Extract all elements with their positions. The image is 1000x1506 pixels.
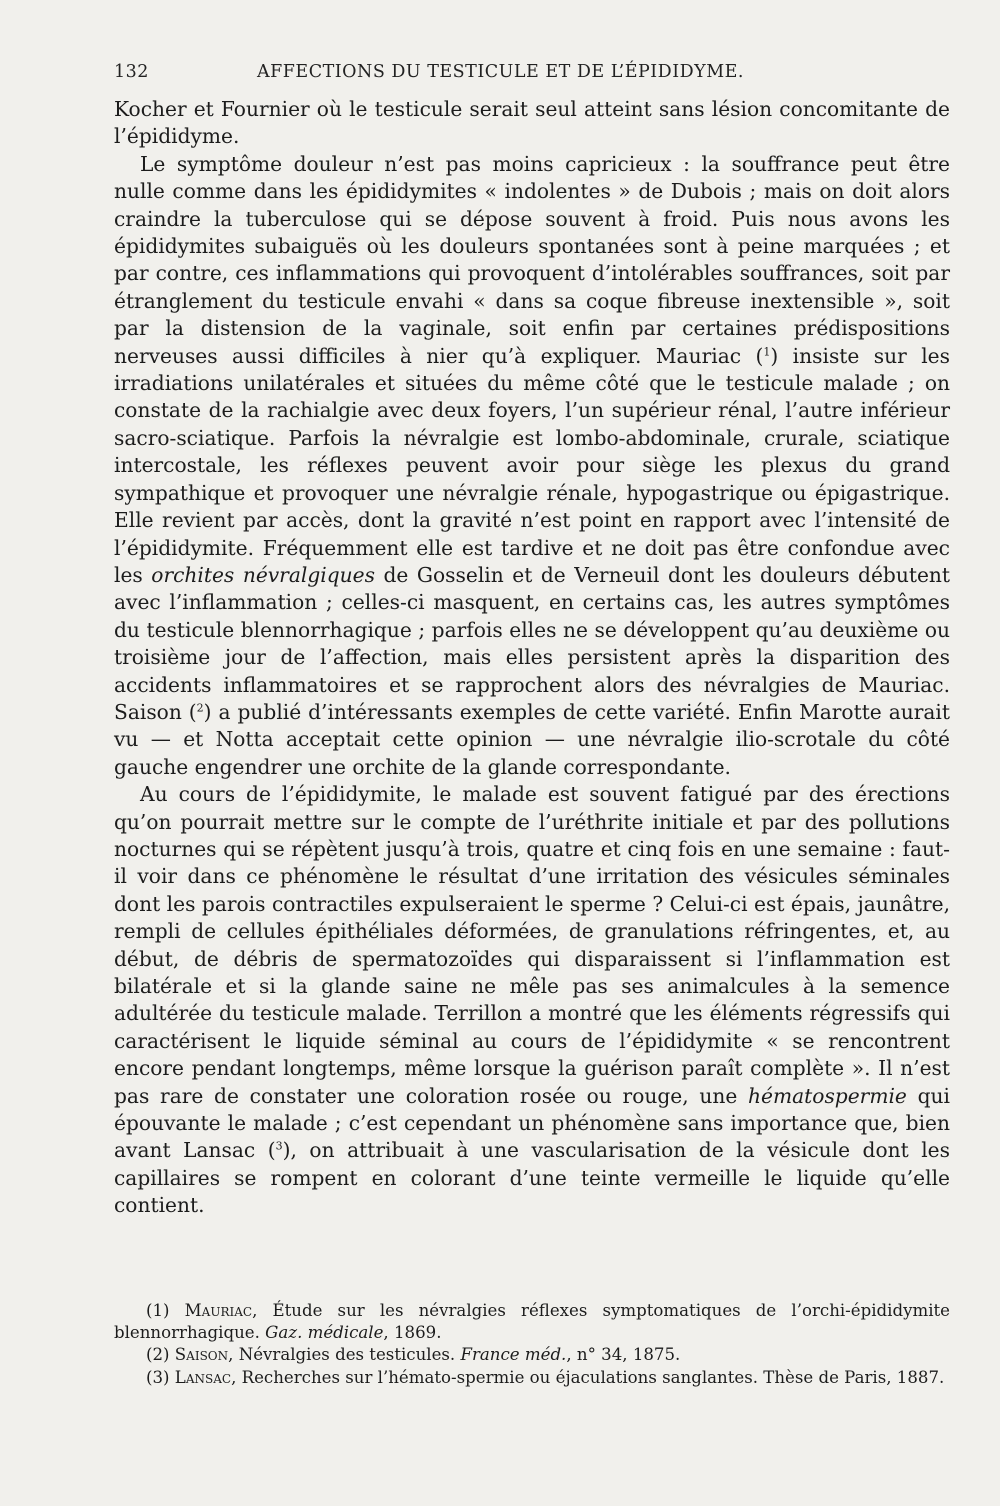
footnote-author: Lansac [174,1367,232,1387]
footnote-ref-1: 1 [763,344,771,358]
footnote-3 [114,1367,950,1389]
paragraph-3 [114,781,950,1220]
footnote-source: France méd. [460,1345,567,1365]
footnotes [114,1300,950,1389]
main-text [114,96,950,1220]
footnote-text: , Étude sur les névralgies réflexes symptomatiques de l’orchi-épididymite blennorrhagique. [114,1301,950,1343]
running-title: AFFECTIONS DU TESTICULE ET DE L’ÉPIDIDYME. [257,62,744,82]
footnote-text: , Névralgies des testicules. [228,1345,461,1365]
footnote-mark: (3) [146,1367,170,1387]
paragraph-2-text-d: ) a publié d’intéressants exemples de cette variété. Enfin Marotte aurait vu — et Notta acceptait cette opinion — une névralgie ilio-scrotale du côté gauche engendrer une orchite de la glande correspondante. [114,699,950,779]
footnote-author: Saison [174,1345,229,1365]
paragraph-2-italic: orchites névralgiques [151,562,375,587]
paragraph-2-text-b: ) insiste sur les irradiations unilatérales et situées du même côté que le testicule malade ; on constate de la rachialgie avec deux foyers, l’un supérieur rénal, l’autre inférieur sacro-sciatique. Parfois la névralgie est lombo-abdominale, crurale, sciatique intercostale, les réflexes peuvent avoir pour siège les plexus du grand sympathique et provoquer une névralgie rénale, hypogastrique ou épigastrique. Elle revient par accès, dont la gravité n’est point en rapport avec l’intensité de l’épididymite. Fréquemment elle est tardive et ne doit pas être confondue avec les [114,343,950,587]
footnote-2 [114,1344,950,1366]
footnote-author: Mauriac [184,1301,253,1320]
paragraph-2-text-c: de Gosselin et de Verneuil dont les douleurs débutent avec l’inflammation ; celles-ci masquent, en certains cas, les autres symptômes du testicule blennorrhagique ; parfois elles ne se développent qu’au deuxième ou troisième jour de l’affection, mais elles persistent après la disparition des accidents inflammatoires et se rapprochent alors des névralgies de Mauriac. Saison ( [114,562,950,724]
paragraph-3-text-c: ), on attribuait à une vascularisation de la vésicule dont les capillaires se rompent en colorant d’une teinte vermeille le liquide qu’elle contient. [114,1138,950,1218]
paragraph-1 [114,96,950,151]
footnote-text: , Recherches sur l’hémato-spermie ou éjaculations sanglantes. Thèse de Paris, 1887. [231,1367,945,1387]
footnote-text-end: , 1869. [383,1323,442,1343]
paragraph-3-text-b: qui épouvante le malade ; c’est cependant un phénomène sans importance que, bien avant Lansac ( [114,1083,950,1163]
footnote-text-end: , n° 34, 1875. [566,1345,681,1365]
page-number: 132 [114,62,149,82]
footnote-mark: (2) [146,1345,170,1365]
paragraph-3-text-a: Au cours de l’épididymite, le malade est souvent fatigué par des érections qu’on pourrait mettre sur le compte de l’uréthrite initiale et par des pollutions nocturnes qui se répètent jusqu’à trois, quatre et cinq fois en une semaine : faut-il voir dans ce phénomène le résultat d’une irritation des vésicules séminales dont les parois contractiles expulseraient le sperme ? Celui-ci est épais, jaunâtre, rempli de cellules épithéliales déformées, de granulations réfringentes, et, au début, de débris de spermatozoïdes qui disparaissent si l’inflammation est bilatérale et si la glande saine ne mêle pas ses animalcules à la semence adultérée du testicule malade. Terrillon a montré que les éléments régressifs qui caractérisent le liquide séminal au cours de l’épididymite « se rencontrent encore pendant longtemps, même lorsque la guérison paraît complète ». Il n’est pas rare de constater une coloration rosée ou rouge, une [114,782,950,1108]
footnote-mark: (1) [146,1301,170,1320]
footnote-source: Gaz. médicale [265,1323,384,1343]
footnote-ref-3: 3 [275,1139,283,1153]
footnote-ref-2: 2 [196,701,204,715]
paragraph-2-text-a: Le symptôme douleur n’est pas moins capricieux : la souffrance peut être nulle comme dans les épididymites « indolentes » de Dubois ; mais on doit alors craindre la tuberculose qui se dépose souvent à froid. Puis nous avons les épididymites subaiguës où les douleurs spontanées sont à peine marquées ; et par contre, ces inflammations qui provoquent d’intolérables souffrances, soit par étranglement du testicule envahi « dans sa coque fibreuse inextensible », soit par la distension de la vaginale, soit enfin par certaines prédispositions nerveuses aussi difficiles à nier qu’à expliquer. Mauriac ( [114,151,950,368]
paragraph-3-italic: hématospermie [748,1083,907,1108]
footnote-1 [114,1300,950,1344]
paragraph-1-text: Kocher et Fournier où le testicule serait seul atteint sans lésion concomitante de l’épididyme. [114,97,950,149]
paragraph-2 [114,151,950,781]
